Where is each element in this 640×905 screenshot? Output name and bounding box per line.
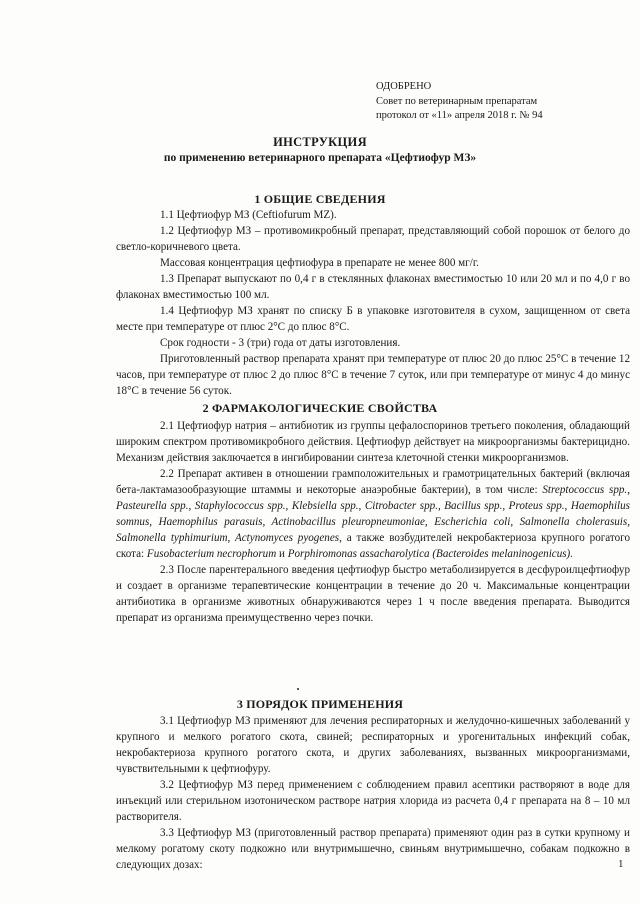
paragraph-3-1: 3.1 Цефтиофур МЗ применяют для лечения респираторных и желудочно-кишечных заболеваний у крупного и мелкого рогатого скота, свиней; респираторных и урогенитальных инфекций собак, некробактериоза крупного рогатого скота, и других заболеваниях, вызванных микроорганизмами, чувствительными к цефтиофуру. <box>116 715 630 775</box>
approval-stamp <box>376 80 543 124</box>
section-1-body <box>116 207 630 399</box>
approval-line-3: протокол от «11» апреля 2018 г. № 94 <box>376 110 543 121</box>
document-title: ИНСТРУКЦИЯ <box>273 135 367 149</box>
paragraph-1-1: 1.1 Цефтиофур МЗ (Ceftiofurum MZ). <box>160 209 337 221</box>
paragraph-3-3: 3.3 Цефтиофур МЗ (приготовленный раствор препарата) применяют один раз в сутки крупному и мелкому рогатому скоту подкожно или внутримышечно, свиньям внутримышечно, собакам подкожно в следующих дозах: <box>116 827 630 871</box>
approval-line-2: Совет по ветеринарным препаратам <box>376 95 538 107</box>
paragraph-1-3: 1.3 Препарат выпускают по 0,4 г в стеклянных флаконах вместимостью 10 или 20 мл и по 4,0 г во флаконах вместимостью 100 мл. <box>116 273 630 301</box>
document-subtitle: по применению ветеринарного препарата «Цефтиофур МЗ» <box>163 152 477 164</box>
species-list: Streptococcus spp., Pasteurella spp., Staphylococcus spp., Klebsiella spp., Citrobacter spp., Bacillus spp., Proteus spp., Haemophilus somnus, Haemophilus parasuis, Actinobacillus pleuropneumoniae, Escherichia coli, Salmonella cholerasuis, Salmonella typhimurium, Actynomyces pyogenes <box>116 484 630 544</box>
paragraph-1-4: 1.4 Цефтиофур МЗ хранят по списку Б в упаковке изготовителя в сухом, защищенном от света месте при температуре от плюс 2°С до плюс 8°С. <box>116 305 630 333</box>
paragraph-2-2 <box>116 466 630 562</box>
species-fusobacterium: Fusobacterium necrophorum <box>146 548 277 560</box>
section-3-body <box>116 713 630 873</box>
paragraph-2-3: 2.3 После парентерального введения цефтиофур быстро метаболизируется в десфуроилцефтиофур и создает в организме терапевтические концентрации в течение до 20 ч. Максимальные концентрации антибиотика в организме животных обнаруживаются через 1 ч после введения препарата. Выводится препарат из организма преимущественно через почки. <box>116 564 630 624</box>
section-3-heading: 3 ПОРЯДОК ПРИМЕНЕНИЯ <box>236 697 404 711</box>
paragraph-1-2: 1.2 Цефтиофур МЗ – противомикробный препарат, представляющий собой порошок от белого до светло-коричневого цвета. <box>116 225 630 253</box>
paragraph-prepared-solution: Приготовленный раствор препарата хранят при температуре от плюс 20 до плюс 25°С в течение 12 часов, при температуре от плюс 2 до плюс 8°С в течение 7 суток, или при температуре от минус 4 до минус 18°С в течение 56 суток. <box>116 353 630 397</box>
paragraph-3-2: 3.2 Цефтиофур МЗ перед применением с соблюдением правил асептики растворяют в воде для инъекций или стерильном изотоническом растворе натрия хлорида из расчета 0,4 г препарата на 8 – 10 мл растворителя. <box>116 779 630 823</box>
paragraph-2-1: 2.1 Цефтиофур натрия – антибиотик из группы цефалоспоринов третьего поколения, обладающий широким спектром противомикробного действия. Цефтиофур действует на микроорганизмы бактерицидно. Механизм действия заключается в ингибировании синтеза клеточной стенки микроорганизмов. <box>116 420 630 464</box>
page-number: 1 <box>618 858 624 870</box>
approval-line-1: ОДОБРЕНО <box>376 81 432 92</box>
paragraph-2-2-intro: 2.2 Препарат активен в отношении грамположительных и грамотрицательных бактерий (включая бета-лактамазообразующие штаммы и некоторые анаэробные бактерии), в том числе: <box>116 468 630 496</box>
species-porphiromonas: Porphiromonas assacharolytica (Bacteroides melaninogenicus). <box>287 548 574 560</box>
section-2-body <box>116 418 630 626</box>
section-2-heading: 2 ФАРМАКОЛОГИЧЕСКИЕ СВОЙСТВА <box>202 401 438 415</box>
scan-speck <box>297 688 299 690</box>
paragraph-concentration: Массовая концентрация цефтиофура в препарате не менее 800 мг/г. <box>160 257 479 269</box>
section-1-heading: 1 ОБЩИЕ СВЕДЕНИЯ <box>254 192 386 206</box>
paragraph-2-2-and: и <box>276 548 288 560</box>
paragraph-2-2-mid: , а также возбудителей некробактериоза крупного рогатого скота: <box>116 532 630 560</box>
paragraph-shelf-life: Срок годности - 3 (три) года от даты изготовления. <box>160 337 401 349</box>
